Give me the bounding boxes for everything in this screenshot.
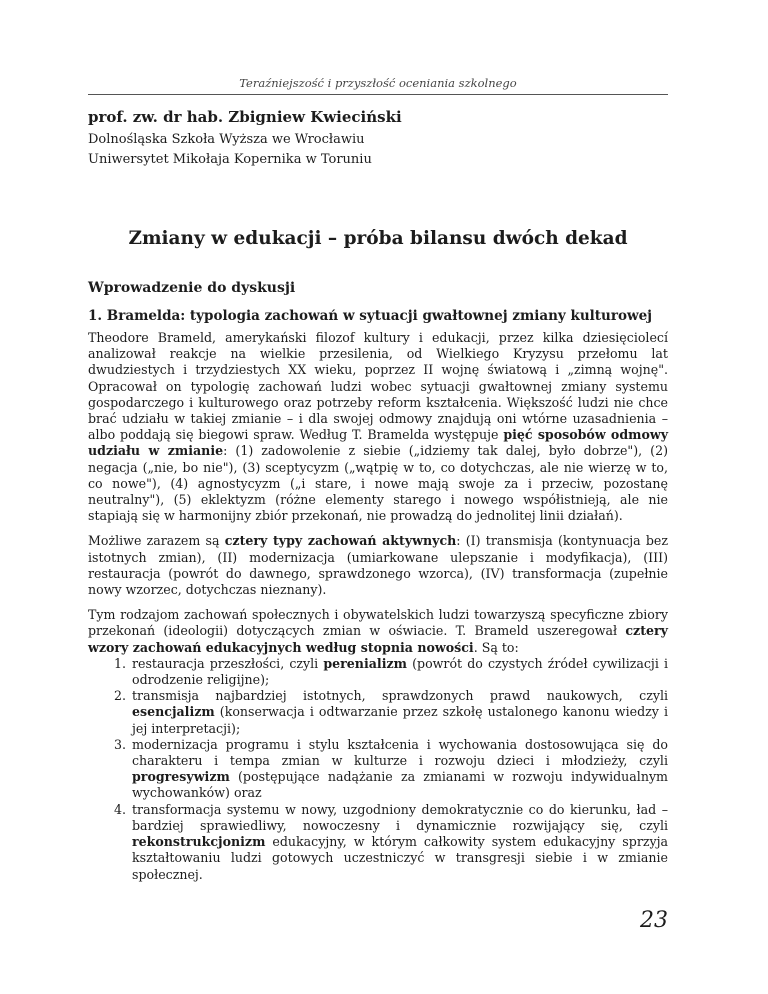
list-number: 4.	[113, 801, 126, 817]
running-header: Teraźniejszość i przyszłość oceniania szkolnego	[239, 76, 517, 90]
list-number: 2.	[113, 688, 126, 704]
affiliation-1: Dolnośląska Szkoła Wyższa we Wrocławiu	[88, 132, 365, 147]
paragraph-3	[88, 607, 668, 656]
text-run: transformacja systemu w nowy, uzgodniony demokratycznie co do kierunku, ład – bardziej sprawiedliwy, nowoczesny i dynamicznie rozwijający się, czyli	[132, 801, 668, 833]
numbered-list	[88, 656, 668, 883]
text-run: Tym rodzajom zachowań społecznych i obywatelskich ludzi towarzyszą specyficzne zbiory przekonań (ideologii) dotyczących zmian w oświacie. T. Brameld uszeregował	[88, 607, 668, 639]
bold-run: cztery typy zachowań aktywnych	[224, 533, 457, 549]
list-item	[88, 656, 668, 688]
affiliation-2: Uniwersytet Mikołaja Kopernika w Toruniu	[88, 152, 372, 167]
text-run: . Są to:	[473, 639, 519, 655]
text-run: transmisja najbardziej istotnych, sprawdzonych prawd naukowych, czyli	[132, 688, 668, 704]
text-run: Theodore Brameld, amerykański filozof kultury i edukacji, przez kilka dziesięciolecí analizował reakcje na wielkie przesilenia, od Wielkiego Kryzysu przełomu lat dwudziestych i trzydziestych XX wieku, poprzez II wojnę światową i „zimną wojnę". Opracował on typologię zachowań ludzi wobec sytuacji gwałtownej zmiany systemu gospodarczego i kulturowego oraz potrzeby reform kształcenia. Większość ludzi nie chce brać udziału w takiej zmianie – i dla swojej odmowy znajdują oni wtórne uzasadnienia – albo poddają się biegowi spraw. Według T. Bramelda występuje	[88, 330, 668, 443]
section-heading: 1. Bramelda: typologia zachowań w sytuacji gwałtownej zmiany kulturowej	[88, 308, 653, 324]
bold-run: progresywizm	[132, 769, 230, 785]
text-run: Możliwe zarazem są	[88, 533, 225, 549]
list-item	[88, 802, 668, 883]
paragraph-2	[88, 533, 668, 598]
text-run: edukacyjny, w którym całkowity system edukacyjny sprzyja kształtowaniu ludzi gotowych uczestniczyć w transgresji siebie i w zmianie społecznej.	[132, 834, 668, 882]
bold-run: perenializm	[323, 655, 407, 671]
list-item	[88, 737, 668, 802]
list-item	[88, 688, 668, 737]
text-run: (postępujące nadążanie za zmianami w rozwoju indywidualnym wychowanków) oraz	[132, 769, 668, 801]
bold-run: rekonstrukcjonizm	[132, 834, 266, 850]
header-rule	[88, 94, 668, 95]
article-body	[88, 330, 668, 883]
text-run: (konserwacja i odtwarzanie przez szkołę ustalonego kanonu wiedzy i jej interpretacji);	[132, 704, 668, 736]
author-name: prof. zw. dr hab. Zbigniew Kwieciński	[88, 108, 402, 126]
list-number: 1.	[113, 655, 126, 671]
text-run: : (1) zadowolenie z siebie („idziemy tak dalej, było dobrze"), (2) negacja („nie, bo nie"), (3) sceptycyzm („wątpię w to, co dotychczas, ale nie wierzę w to, co nowe"), (4) agnostycyzm („i stare, i nowe mają swoje za i przeciw, pozostanę neutralny"), (5) eklektyzm (różne elementy starego i nowego współistnieją, ale nie stapiają się w harmonijny zbiór przekonań, nie prowadzą do jednolitej linii działań).	[88, 443, 668, 524]
article-title: Zmiany w edukacji – próba bilansu dwóch dekad	[128, 228, 628, 249]
text-run: : (I) transmisja (kontynuacja bez istotnych zmian), (II) modernizacja (umiarkowane ulepszanie i modyfikacja), (III) restauracja (powrót do dawnego, sprawdzonego wzorca), (IV) transformacja (zupełnie nowy wzorzec, dotychczas nieznany).	[88, 533, 668, 598]
bold-run: esencjalizm	[132, 704, 215, 720]
text-run: restauracja przeszłości, czyli	[132, 655, 324, 671]
text-run: modernizacja programu i stylu kształcenia i wychowania dostosowująca się do charakteru i tempa zmian w kulturze i rozwoju dzieci i młodzieży, czyli	[132, 736, 668, 769]
list-number: 3.	[113, 736, 126, 752]
paragraph-1	[88, 330, 668, 524]
text-run: (powrót do czystych źródeł cywilizacji i odrodzenie religijne);	[132, 655, 668, 688]
page-number: 23	[640, 908, 668, 933]
bold-run: pięć sposobów odmowy udziału w zmianie	[88, 427, 669, 459]
intro-heading: Wprowadzenie do dyskusji	[88, 280, 296, 296]
bold-run: cztery wzory zachowań edukacyjnych według stopnia nowości	[88, 623, 668, 655]
